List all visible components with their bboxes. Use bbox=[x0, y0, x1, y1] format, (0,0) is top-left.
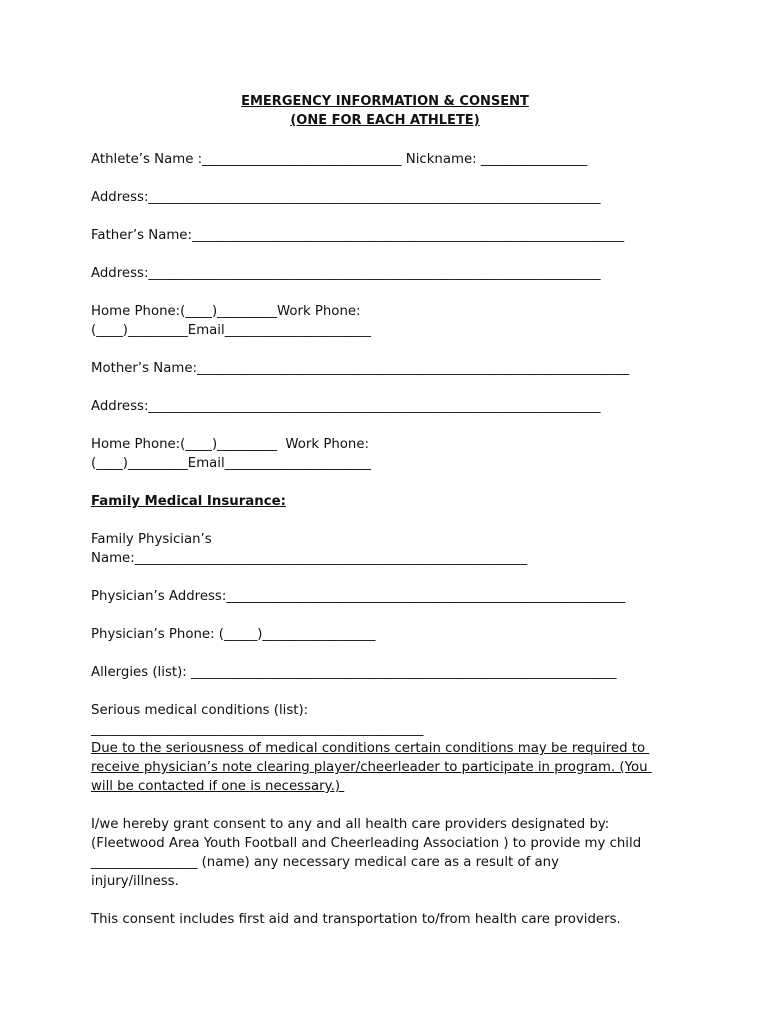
father-email-field: (____)_________Email______________________ bbox=[91, 323, 371, 338]
mother-address-field: Address:____________________________________________________________________ bbox=[91, 399, 601, 414]
document-subtitle: (ONE FOR EACH ATHLETE) bbox=[290, 113, 480, 128]
mother-name-field: Mother’s Name:_________________________________________________________________ bbox=[91, 361, 630, 376]
father-phone-field: Home Phone:(____)_________Work Phone: bbox=[91, 304, 361, 319]
consent-line-4: injury/illness. bbox=[91, 874, 179, 889]
allergies-field: Allergies (list): ________________________________________________________________ bbox=[91, 665, 617, 680]
document-title: EMERGENCY INFORMATION & CONSENT bbox=[241, 94, 529, 109]
physician-phone-field: Physician’s Phone: (_____)_________________ bbox=[91, 627, 376, 642]
father-name-field: Father’s Name:_________________________________________________________________ bbox=[91, 228, 625, 243]
medical-notice-line-2: receive physician’s note clearing player/cheerleader to participate in program. (You bbox=[91, 760, 652, 775]
insurance-heading: Family Medical Insurance: bbox=[91, 494, 286, 509]
athlete-address-field: Address:____________________________________________________________________ bbox=[91, 190, 601, 205]
consent-line-2: (Fleetwood Area Youth Football and Cheerleading Association ) to provide my child bbox=[91, 836, 642, 851]
consent-line-1: I/we hereby grant consent to any and all health care providers designated by: bbox=[91, 817, 610, 832]
mother-email-field: (____)_________Email______________________ bbox=[91, 456, 371, 471]
transport-consent: This consent includes first aid and transportation to/from health care providers. bbox=[91, 912, 621, 927]
conditions-field: __________________________________________________ bbox=[91, 722, 424, 737]
athlete-name-field: Athlete’s Name :______________________________ Nickname: ________________ bbox=[91, 152, 588, 167]
physician-name-label: Family Physician’s bbox=[91, 532, 212, 547]
mother-phone-field: Home Phone:(____)_________ Work Phone: bbox=[91, 437, 369, 452]
conditions-label: Serious medical conditions (list): bbox=[91, 703, 309, 718]
physician-name-field: Name:___________________________________________________________ bbox=[91, 551, 527, 566]
medical-notice-line-3: will be contacted if one is necessary.) bbox=[91, 779, 345, 794]
father-address-field: Address:____________________________________________________________________ bbox=[91, 266, 601, 281]
medical-notice-line-1: Due to the seriousness of medical conditions certain conditions may be required to bbox=[91, 741, 650, 756]
physician-address-field: Physician’s Address:____________________________________________________________ bbox=[91, 589, 626, 604]
consent-line-3: ________________ (name) any necessary medical care as a result of any bbox=[91, 855, 559, 870]
